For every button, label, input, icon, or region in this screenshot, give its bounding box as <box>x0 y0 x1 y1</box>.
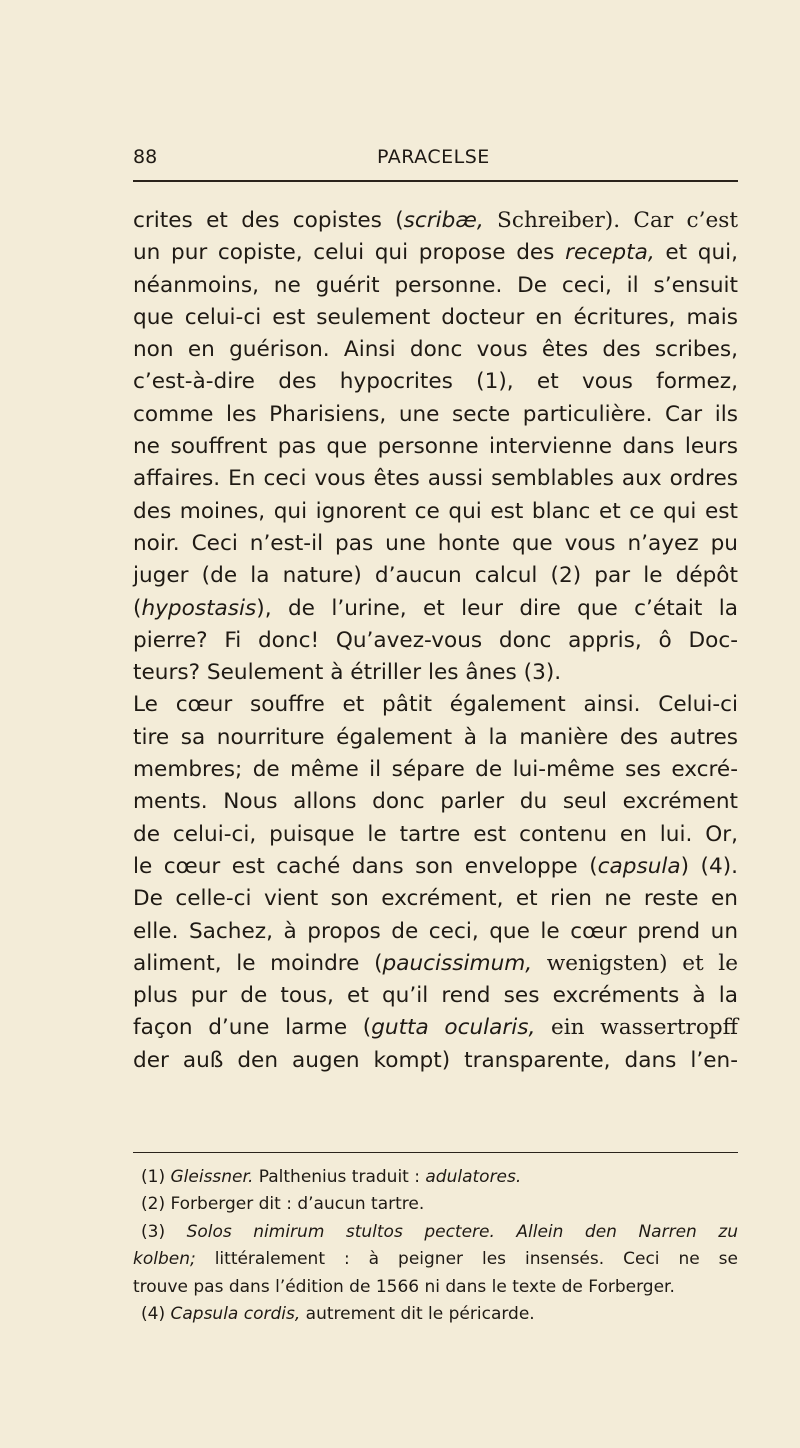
text-line: façon d’une larme (gutta ocularis, ein wassertropff <box>133 1015 739 1041</box>
page-number: 88 <box>133 146 158 168</box>
text-line: non en guérison. Ainsi donc vous êtes des scribes, <box>133 337 738 363</box>
text-line: comme les Pharisiens, une secte particulière. Car ils <box>133 401 738 427</box>
text-line: de celui-ci, puisque le tartre est contenu en lui. Or, <box>133 821 738 847</box>
text-line: Le cœur souffre et pâtit également ainsi. Celui-ci <box>133 692 738 718</box>
text-line: elle. Sachez, à propos de ceci, que le cœur prend un <box>133 918 738 944</box>
text-line: plus pur de tous, et qu’il rend ses excréments à la <box>133 983 738 1009</box>
text-line: que celui-ci est seulement docteur en écritures, mais <box>133 304 738 330</box>
text-line: c’est-à-dire des hypocrites (1), et vous formez, <box>133 369 738 395</box>
text-line: un pur copiste, celui qui propose des recepta, et qui, <box>133 240 738 266</box>
text-line: juger (de la nature) d’aucun calcul (2) par le dépôt <box>133 563 738 589</box>
text-line: der auß den augen kompt) transparente, dans l’en- <box>133 1047 738 1073</box>
text-line: De celle-ci vient son excrément, et rien ne reste en <box>133 886 738 912</box>
header-rule <box>133 180 738 182</box>
footnotes <box>133 1164 738 1328</box>
text-line: tire sa nourriture également à la manière des autres <box>133 724 738 750</box>
footnote-rule <box>133 1152 738 1153</box>
running-title: PARACELSE <box>377 146 490 168</box>
footnote-3-cont: kolben; littéralement : à peigner les insensés. Ceci ne se <box>133 1249 738 1270</box>
text-line: le cœur est caché dans son enveloppe (capsula) (4). <box>133 853 738 879</box>
text-line: ments. Nous allons donc parler du seul excrément <box>133 789 738 815</box>
text-line: néanmoins, ne guérit personne. De ceci, il s’ensuit <box>133 272 738 298</box>
footnote-3-cont: trouve pas dans l’édition de 1566 ni dans le texte de Forberger. <box>133 1276 675 1297</box>
text-line: membres; de même il sépare de lui-même ses excré- <box>133 757 738 783</box>
footnote-2: (2) Forberger dit : d’aucun tartre. <box>141 1194 425 1215</box>
footnote-1: (1) Gleissner. Palthenius traduit : adulatores. <box>141 1167 522 1187</box>
text-line: pierre? Fi donc! Qu’avez-vous donc appris, ô Doc- <box>133 627 738 653</box>
footnote-3: (3) Solos nimirum stultos pectere. Allein den Narren zu <box>141 1221 738 1242</box>
page-header <box>133 146 738 176</box>
text-line: (hypostasis), de l’urine, et leur dire que c’était la <box>133 595 738 621</box>
text-line: noir. Ceci n’est-il pas une honte que vous n’ayez pu <box>133 530 738 556</box>
footnote-4: (4) Capsula cordis, autrement dit le péricarde. <box>141 1304 535 1325</box>
text-line: ne souffrent pas que personne intervienne dans leurs <box>133 434 738 460</box>
text-line: affaires. En ceci vous êtes aussi semblables aux ordres <box>133 466 738 492</box>
text-line: teurs? Seulement à étriller les ânes (3). <box>133 660 562 686</box>
text-line: des moines, qui ignorent ce qui est blanc et ce qui est <box>133 498 738 524</box>
body-text <box>133 205 738 1077</box>
text-line: crites et des copistes (scribæ, Schreiber). Car c’est <box>133 208 738 233</box>
text-line: aliment, le moindre (paucissimum, wenigsten) et le <box>133 950 738 976</box>
